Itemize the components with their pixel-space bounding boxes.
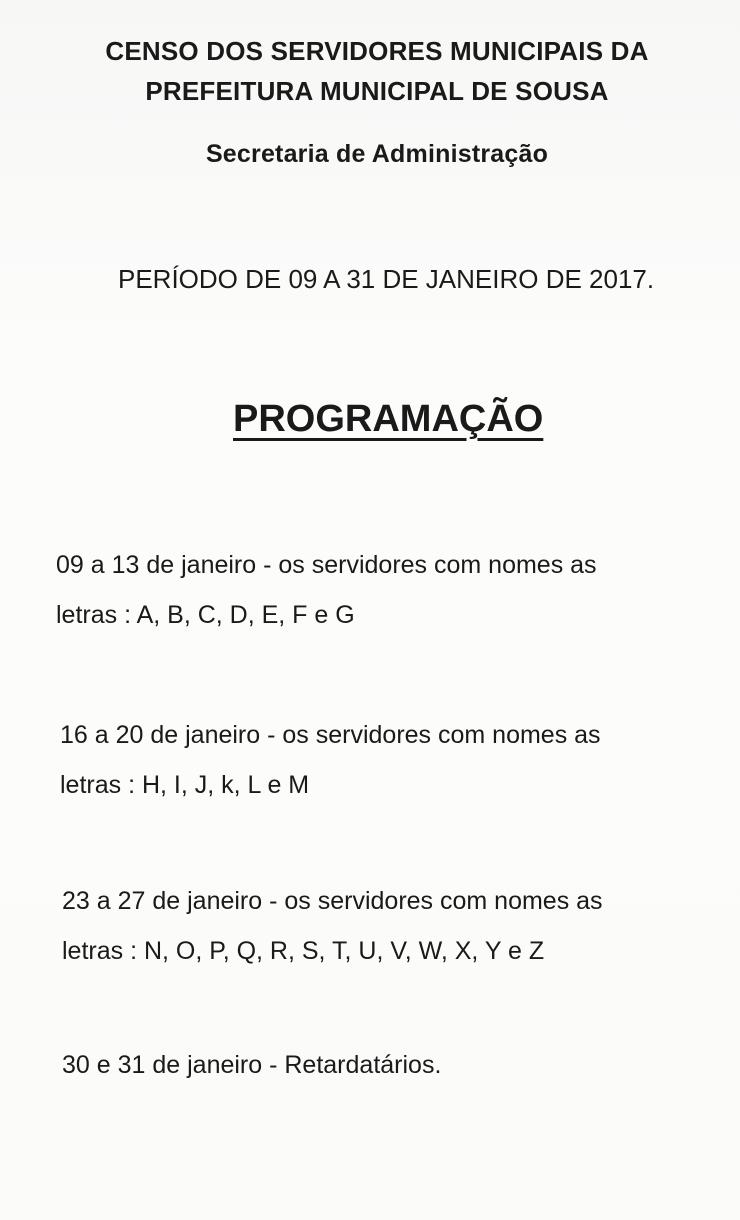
schedule-item [56,540,597,640]
schedule-item-line: 23 a 27 de janeiro - os servidores com nomes as [62,887,603,915]
program-heading: PROGRAMAÇÃO [233,398,544,440]
schedule-item-letters: letras : N, O, P, Q, R, S, T, U, V, W, X, Y e Z [62,937,545,965]
period-text: PERÍODO DE 09 A 31 DE JANEIRO DE 2017. [118,264,655,294]
schedule-item [60,710,601,810]
schedule-item [62,876,603,976]
subtitle: Secretaria de Administração [205,140,549,168]
schedule-item-line: 09 a 13 de janeiro - os servidores com nomes as [56,551,597,579]
schedule-item-line: 30 e 31 de janeiro - Retardatários. [62,1051,442,1079]
schedule-item-letters: letras : H, I, J, k, L e M [60,771,310,799]
title-line-1: CENSO DOS SERVIDORES MUNICIPAIS DA [105,36,649,66]
schedule-item-line: 16 a 20 de janeiro - os servidores com nomes as [60,721,601,749]
schedule-item [62,1040,441,1090]
title-line-2: PREFEITURA MUNICIPAL DE SOUSA [145,76,609,106]
schedule-item-letters: letras : A, B, C, D, E, F e G [56,601,355,629]
